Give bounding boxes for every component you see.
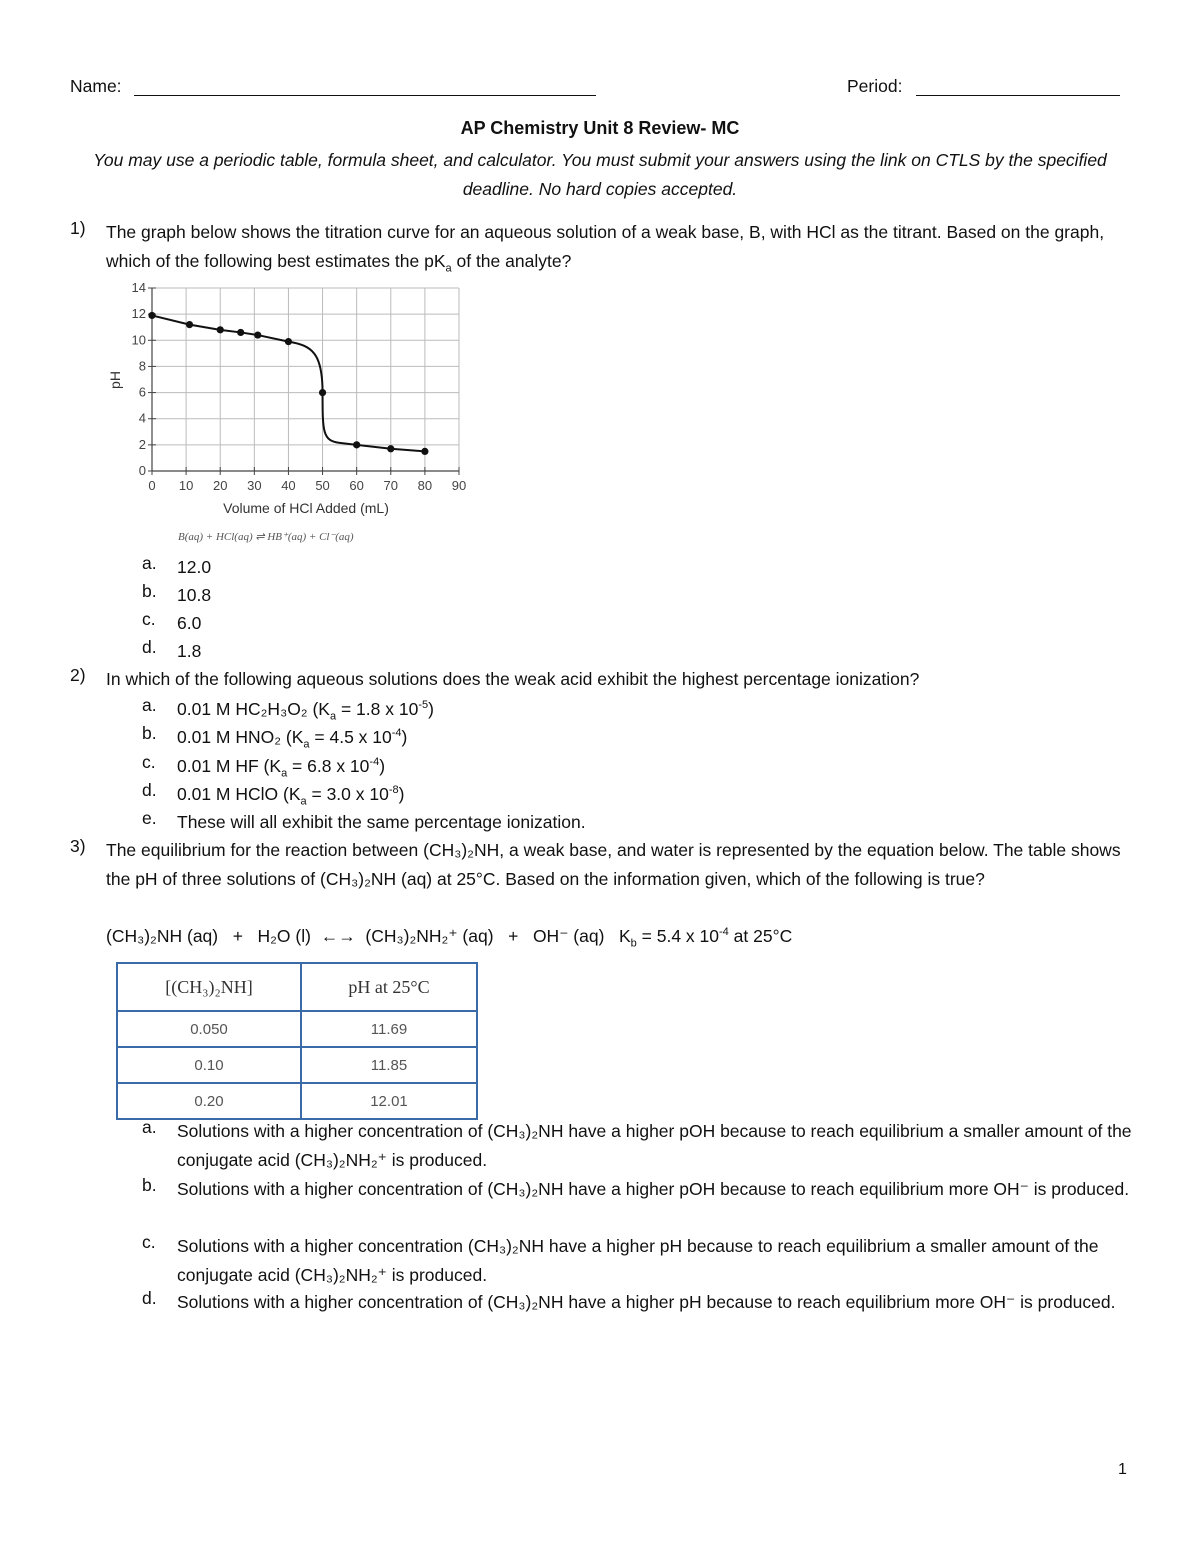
table-cell: 0.050 <box>117 1011 301 1047</box>
x-tick-label: 40 <box>281 478 296 493</box>
q2-option-a-label[interactable]: a. <box>142 695 157 715</box>
q1-text-end: of the analyte? <box>451 250 572 271</box>
q2-option-d-label[interactable]: d. <box>142 780 157 800</box>
table-row <box>117 1047 477 1083</box>
y-tick-label: 8 <box>138 358 146 374</box>
q2-option-d-text[interactable] <box>177 780 1137 809</box>
q2-option-b-text[interactable] <box>177 723 1137 752</box>
q2-d-pre: 0.01 M HClO (K <box>177 784 301 804</box>
q3-kb-sub: b <box>630 937 637 950</box>
q2-a-sub: a <box>329 710 337 723</box>
x-tick-label: 50 <box>315 478 330 493</box>
q1-equation: B(aq) + HCl(aq) ⇌ HB⁺(aq) + Cl⁻(aq) <box>178 531 354 543</box>
data-point <box>353 441 360 448</box>
data-point <box>285 338 292 345</box>
x-tick-label: 70 <box>383 478 399 493</box>
q2-option-e-label[interactable]: e. <box>142 808 157 828</box>
q3-kb-end: at 25°C <box>728 926 793 946</box>
q2-b-mid: = 4.5 x 10 <box>309 727 392 747</box>
data-point <box>148 312 155 319</box>
period-label: Period: <box>847 76 903 96</box>
name-blank[interactable] <box>134 95 596 96</box>
q2-c-sup: -4 <box>369 756 380 769</box>
q1-option-a-text[interactable]: 12.0 <box>177 557 212 577</box>
x-tick-label: 80 <box>417 478 433 493</box>
q2-d-mid: = 3.0 x 10 <box>306 784 389 804</box>
titration-chart <box>100 278 480 523</box>
page-title: AP Chemistry Unit 8 Review- MC <box>460 118 740 138</box>
q3-kb-value: = 5.4 x 10 <box>636 926 720 946</box>
x-tick-label: 0 <box>148 478 156 493</box>
q2-text: In which of the following aqueous solutions does the weak acid exhibit the highest percentage ionization? <box>106 669 920 689</box>
q3-option-c-text[interactable]: Solutions with a higher concentration (CH₃)₂NH have a higher pH because to reach equilibrium a smaller amount of the conjugate acid (CH₃)₂NH₂⁺ is produced. <box>177 1236 1099 1285</box>
q1-option-b-text[interactable]: 10.8 <box>177 585 212 605</box>
q3-option-d-text[interactable]: Solutions with a higher concentration of (CH₃)₂NH have a higher pH because to reach equilibrium more OH⁻ is produced. <box>177 1292 1116 1312</box>
q1-text <box>106 218 1126 275</box>
chart-ylabel: pH <box>107 371 123 389</box>
data-point <box>387 445 394 452</box>
data-point <box>254 331 261 338</box>
q3-option-a-label[interactable]: a. <box>142 1117 157 1137</box>
data-point <box>237 329 244 336</box>
q1-option-c-text[interactable]: 6.0 <box>177 613 202 633</box>
table-header-ph: pH at 25°C <box>301 963 477 1011</box>
q1-option-d-label[interactable]: d. <box>142 637 157 657</box>
table-header-row <box>117 963 477 1011</box>
chart-grid <box>152 288 459 471</box>
q3-equation <box>106 922 1126 951</box>
x-tick-label: 30 <box>247 478 262 493</box>
q3-option-c-label[interactable]: c. <box>142 1232 156 1252</box>
y-tick-label: 2 <box>138 436 146 452</box>
table-cell: 11.69 <box>301 1011 477 1047</box>
y-tick-label: 6 <box>138 384 146 400</box>
q2-d-sub: a <box>300 795 307 808</box>
data-point <box>319 389 326 396</box>
q1-text-sub: a <box>445 262 452 274</box>
y-tick-label: 12 <box>131 306 146 322</box>
chart-xlabel: Volume of HCl Added (mL) <box>223 500 389 516</box>
chart-ticks <box>132 280 467 493</box>
q1-text-main: The graph below shows the titration curve for an aqueous solution of a weak base, B, with HCl as the titrant. Based on the graph, which of the following best estimates the pK <box>106 222 1105 271</box>
chart-axes <box>152 288 459 471</box>
x-tick-label: 60 <box>349 478 364 493</box>
table-cell: 0.10 <box>117 1047 301 1083</box>
table-cell: 0.20 <box>117 1083 301 1119</box>
q1-number: 1) <box>70 218 86 238</box>
q2-a-sup: -5 <box>418 699 429 712</box>
equilibrium-arrow-icon: ←→ <box>320 926 356 946</box>
q3-option-a-text[interactable]: Solutions with a higher concentration of (CH₃)₂NH have a higher pOH because to reach equilibrium a smaller amount of the conjugate acid (CH₃)₂NH₂⁺ is produced. <box>177 1121 1132 1170</box>
x-tick-label: 20 <box>212 478 228 493</box>
q2-a-mid: = 1.8 x 10 <box>336 699 419 719</box>
q2-option-b-label[interactable]: b. <box>142 723 157 743</box>
q2-a-post: ) <box>428 699 434 719</box>
page-number: 1 <box>1118 1461 1127 1478</box>
table-cell: 12.01 <box>301 1083 477 1119</box>
y-tick-label: 14 <box>131 280 146 295</box>
q3-eq-right: (CH₃)₂NH₂⁺ (aq) + OH⁻ (aq) K <box>355 926 631 946</box>
q2-c-mid: = 6.8 x 10 <box>287 756 370 776</box>
q3-option-b-text[interactable]: Solutions with a higher concentration of (CH₃)₂NH have a higher pOH because to reach equilibrium more OH⁻ is produced. <box>177 1179 1130 1199</box>
q2-b-sub: a <box>303 738 310 751</box>
q3-data-table <box>116 962 478 1120</box>
table-header-conc: [(CH₃)₂NH] <box>117 963 301 1011</box>
q3-kb-sup: -4 <box>719 926 729 939</box>
q2-c-post: ) <box>379 756 386 776</box>
q1-option-b-label[interactable]: b. <box>142 581 157 601</box>
q2-b-pre: 0.01 M HNO₂ (K <box>177 727 304 747</box>
q3-option-d-label[interactable]: d. <box>142 1288 157 1308</box>
instructions: You may use a periodic table, formula sheet, and calculator. You must submit your answers using the link on CTLS by the specified deadline. No hard copies accepted. <box>93 150 1107 199</box>
q3-number: 3) <box>70 836 86 856</box>
q2-option-c-text[interactable] <box>177 752 1137 781</box>
q2-d-post: ) <box>398 784 405 804</box>
q2-option-e-text[interactable]: These will all exhibit the same percentage ionization. <box>177 812 586 832</box>
q2-c-sub: a <box>281 767 288 780</box>
q2-number: 2) <box>70 665 86 685</box>
q1-option-c-label[interactable]: c. <box>142 609 156 629</box>
y-tick-label: 0 <box>138 463 146 478</box>
period-blank[interactable] <box>916 95 1120 96</box>
q2-c-pre: 0.01 M HF (K <box>177 756 282 776</box>
q2-a-pre: 0.01 M HC₂H₃O₂ (K <box>177 699 330 719</box>
q2-d-sup: -8 <box>388 784 399 797</box>
q2-option-c-label[interactable]: c. <box>142 752 156 772</box>
q2-b-sup: -4 <box>391 727 402 740</box>
name-label: Name: <box>70 76 122 96</box>
data-point <box>421 448 428 455</box>
y-tick-label: 4 <box>138 410 146 426</box>
q3-text: The equilibrium for the reaction between (CH₃)₂NH, a weak base, and water is represented by the equation below. The table shows the pH of three solutions of (CH₃)₂NH (aq) at 25°C. Based on the information given, which of the following is true? <box>106 840 1121 889</box>
q1-option-a-label[interactable]: a. <box>142 553 157 573</box>
q2-option-a-text[interactable] <box>177 695 1137 724</box>
y-tick-label: 10 <box>131 332 146 348</box>
x-tick-label: 10 <box>178 478 194 493</box>
table-row <box>117 1011 477 1047</box>
q3-eq-left: (CH₃)₂NH (aq) + H₂O (l) <box>106 926 321 946</box>
x-tick-label: 90 <box>451 478 467 493</box>
table-row <box>117 1083 477 1119</box>
table-cell: 11.85 <box>301 1047 477 1083</box>
q2-b-post: ) <box>401 727 408 747</box>
q1-option-d-text[interactable]: 1.8 <box>177 641 202 661</box>
q3-option-b-label[interactable]: b. <box>142 1175 157 1195</box>
data-point <box>217 326 224 333</box>
data-point <box>186 321 193 328</box>
